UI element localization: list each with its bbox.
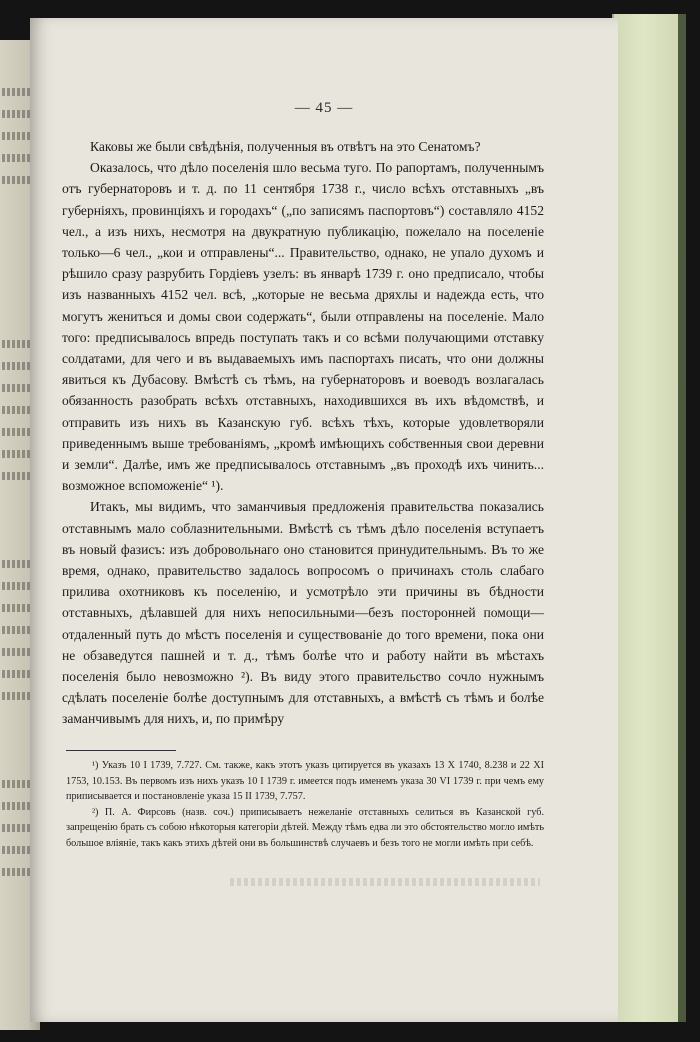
book-page-edges xyxy=(612,14,686,1022)
paragraph: Итакъ, мы видимъ, что заманчивыя предложенія правительства показались отставнымъ мало соблазнительными. Вмѣстѣ съ тѣмъ дѣло поселенія вступаетъ въ новый фазисъ: изъ добровольнаго оно становится принудительнымъ. Въ то же время, однако, правительство задалось вопросомъ о причинахъ столь слабаго прилива охотниковъ къ поселенію, и усмотрѣло эти причины въ бѣдности отставныхъ, дѣлавшей для нихъ непосильными—безъ посторонней помощи—отдаленный путь до мѣстъ поселенія и существованіе до того времени, пока они не обзаведутся пашней и т. д., тѣмъ болѣе что и работу найти въ мѣстахъ поселенія было невозможно ²). Въ виду этого правительство сочло нужнымъ сдѣлать поселеніе болѣе доступнымъ для отставныхъ, а вмѣстѣ съ тѣмъ и болѣе заманчивымъ для нихъ, и, по примѣру xyxy=(62,499,544,727)
book-page xyxy=(30,18,618,1022)
footnotes xyxy=(66,758,544,852)
paragraph: Оказалось, что дѣло поселенія шло весьма туго. По рапортамъ, полученнымъ отъ губернаторовъ и т. д. по 11 сентября 1738 г., число всѣхъ отставныхъ „въ губерніяхъ, провинціяхъ и городахъ“ („по записямъ паспортовъ“) составляло 4152 чел., а изъ нихъ, несмотря на двукратную публикацію, пожелало на поселеніе только—6 чел., „кои и отправлены“... Правительство, однако, не упало духомъ и рѣшило сразу разрубить Гордіевъ узелъ: въ январѣ 1739 г. оно предписало, чтобы изъ названныхъ 4152 чел. всѣ, „которые не весьма дряхлы и надежда есть, что могутъ жениться и домы свои содержать“, были отправлены на поселеніе. Мало того: предписывалось впредь поступать такъ и со всѣми получающими отставку солдатами, для чего и въ выдаваемыхъ имъ паспортахъ писать, что они должны явиться къ Дубасову. Вмѣстѣ съ тѣмъ, на губернаторовъ и воеводъ возлагалась обязанность разобрать всѣхъ отставныхъ, находившихся въ ихъ вѣдомствѣ, и отправить изъ нихъ въ Казанскую губ. всѣхъ тѣхъ, которые удовлетворяли приведеннымъ выше требованіямъ, „кромѣ имѣющихъ собственныя свои деревни и земли“. Далѣе, имъ же предписывалось отставнымъ „въ проходѣ ихъ чинить... возможное вспоможеніе“ ¹). xyxy=(62,160,544,494)
footnote: ¹) Указъ 10 I 1739, 7.727. См. также, какъ этотъ указъ цитируется въ указахъ 13 X 1740, 8.238 и 22 XI 1753, 10.153. Въ первомъ изъ нихъ указъ 10 I 1739 г. имеется подъ именемъ указа 30 VI 1739 г. при чемъ ему приписывается и постановленіе указа 15 II 1739, 7.757. xyxy=(66,760,544,803)
footnote-rule xyxy=(66,750,176,751)
paragraph: Каковы же были свѣдѣнія, полученныя въ отвѣтъ на это Сенатомъ? xyxy=(90,139,481,154)
page-number: — 45 — xyxy=(294,100,354,116)
show-through-text xyxy=(230,878,540,886)
footnote: ²) П. А. Фирсовъ (назв. соч.) приписываетъ нежеланіе отставныхъ селиться въ Казанской губ. запрещенію брать съ собою нѣкоторыя категоріи дѣтей. Между тѣмъ едва ли это обстоятельство могло имѣть большое вліяніе, такъ какъ этихъ дѣтей они въ большинствѣ случаевъ и безъ того не могли имѣть при себѣ. xyxy=(66,806,544,849)
body-text xyxy=(62,136,544,730)
